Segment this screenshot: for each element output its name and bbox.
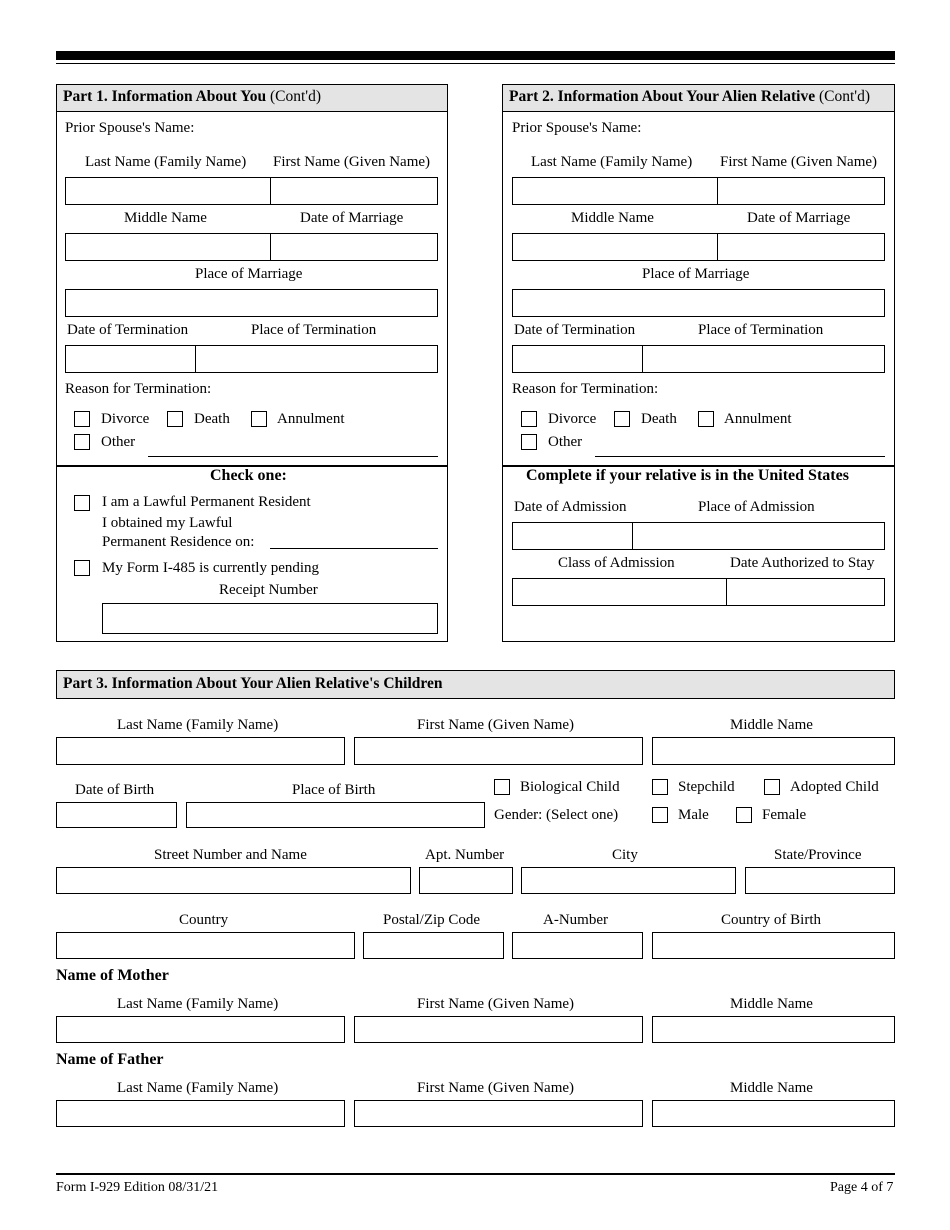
p3-mother-last-label: Last Name (Family Name) <box>117 996 279 1012</box>
p1-lpr-checkbox[interactable] <box>74 495 90 511</box>
p2-place-of-admission-field[interactable] <box>632 522 885 550</box>
p1-place-of-termination-field[interactable] <box>195 345 438 373</box>
p2-date-authorized-field[interactable] <box>726 578 885 606</box>
footer-form-edition: Form I-929 Edition 08/31/21 <box>56 1180 219 1195</box>
p2-prior-spouse-label: Prior Spouse's Name: <box>512 120 642 136</box>
p1-divorce-label: Divorce <box>101 411 150 427</box>
p1-check-one-heading: Check one: <box>210 467 287 484</box>
p2-place-of-marriage-label: Place of Marriage <box>642 266 750 282</box>
p2-date-of-admission-field[interactable] <box>512 522 634 550</box>
p2-middle-name-field[interactable] <box>512 233 719 261</box>
p3-stepchild-checkbox[interactable] <box>652 779 668 795</box>
p1-date-of-marriage-field[interactable] <box>270 233 438 261</box>
p3-first-name-field[interactable] <box>354 737 643 765</box>
p3-adopted-child-label: Adopted Child <box>790 779 879 795</box>
p3-first-name-label: First Name (Given Name) <box>417 717 575 733</box>
p2-date-of-marriage-field[interactable] <box>717 233 885 261</box>
p1-place-of-marriage-field[interactable] <box>65 289 438 317</box>
p3-father-last-field[interactable] <box>56 1100 345 1127</box>
p2-date-of-termination-field[interactable] <box>512 345 644 373</box>
p3-father-first-label: First Name (Given Name) <box>417 1080 575 1096</box>
p2-divorce-checkbox[interactable] <box>521 411 537 427</box>
p1-prior-spouse-label: Prior Spouse's Name: <box>65 120 195 136</box>
p3-last-name-label: Last Name (Family Name) <box>117 717 279 733</box>
p1-other-checkbox[interactable] <box>74 434 90 450</box>
p2-date-of-termination-label: Date of Termination <box>514 322 636 338</box>
p1-place-of-termination-label: Place of Termination <box>251 322 377 338</box>
p2-first-name-label: First Name (Given Name) <box>720 154 878 170</box>
p3-date-of-birth-field[interactable] <box>56 802 177 828</box>
p3-male-checkbox[interactable] <box>652 807 668 823</box>
p3-middle-name-field[interactable] <box>652 737 895 765</box>
p3-middle-name-label: Middle Name <box>730 717 813 733</box>
p3-father-middle-field[interactable] <box>652 1100 895 1127</box>
p2-us-heading: Complete if your relative is in the United States <box>526 467 849 484</box>
p1-place-of-marriage-label: Place of Marriage <box>195 266 303 282</box>
p3-female-checkbox[interactable] <box>736 807 752 823</box>
p2-other-checkbox[interactable] <box>521 434 537 450</box>
p3-city-label: City <box>612 847 638 863</box>
p1-last-name-field[interactable] <box>65 177 272 205</box>
p2-place-of-termination-field[interactable] <box>642 345 885 373</box>
part2-title-suffix: (Cont'd) <box>815 88 871 105</box>
p3-anumber-label: A-Number <box>543 912 608 928</box>
p1-other-input-line[interactable] <box>148 456 438 457</box>
p1-death-checkbox[interactable] <box>167 411 183 427</box>
p2-annulment-checkbox[interactable] <box>698 411 714 427</box>
p3-name-of-mother-heading: Name of Mother <box>56 967 169 984</box>
p1-last-name-label: Last Name (Family Name) <box>85 154 247 170</box>
p1-i485-checkbox[interactable] <box>74 560 90 576</box>
p3-postal-field[interactable] <box>363 932 504 959</box>
p3-biological-child-label: Biological Child <box>520 779 620 795</box>
p3-anumber-field[interactable] <box>512 932 643 959</box>
p3-country-of-birth-field[interactable] <box>652 932 895 959</box>
p3-mother-last-field[interactable] <box>56 1016 345 1043</box>
p3-female-label: Female <box>762 807 807 823</box>
p1-lpr-date-line[interactable] <box>270 548 438 549</box>
p3-mother-first-field[interactable] <box>354 1016 643 1043</box>
part2-header <box>503 85 894 112</box>
p3-father-last-label: Last Name (Family Name) <box>117 1080 279 1096</box>
part2-title: Part 2. Information About Your Alien Relative <box>509 88 816 105</box>
p1-death-label: Death <box>194 411 230 427</box>
part3-title: Part 3. Information About Your Alien Relative's Children <box>63 675 443 692</box>
p3-street-label: Street Number and Name <box>154 847 307 863</box>
p3-date-of-birth-label: Date of Birth <box>75 782 155 798</box>
p2-place-of-marriage-field[interactable] <box>512 289 885 317</box>
p3-country-field[interactable] <box>56 932 355 959</box>
p3-father-first-field[interactable] <box>354 1100 643 1127</box>
p2-other-label: Other <box>548 434 583 450</box>
p1-annulment-label: Annulment <box>277 411 345 427</box>
p1-middle-name-label: Middle Name <box>124 210 207 226</box>
p3-place-of-birth-field[interactable] <box>186 802 485 828</box>
p2-date-authorized-label: Date Authorized to Stay <box>730 555 875 571</box>
p3-mother-middle-label: Middle Name <box>730 996 813 1012</box>
p2-place-of-termination-label: Place of Termination <box>698 322 824 338</box>
p2-annulment-label: Annulment <box>724 411 792 427</box>
p3-street-field[interactable] <box>56 867 411 894</box>
top-rule-thick <box>56 51 895 60</box>
p1-lpr-line1: I am a Lawful Permanent Resident <box>102 494 311 510</box>
p3-apt-label: Apt. Number <box>425 847 505 863</box>
p3-male-label: Male <box>678 807 709 823</box>
p1-i485-label: My Form I-485 is currently pending <box>102 560 320 576</box>
p3-state-label: State/Province <box>774 847 862 863</box>
p3-mother-middle-field[interactable] <box>652 1016 895 1043</box>
p2-last-name-field[interactable] <box>512 177 719 205</box>
p1-reason-label: Reason for Termination: <box>65 381 212 397</box>
part1-header <box>57 85 447 112</box>
p2-reason-label: Reason for Termination: <box>512 381 659 397</box>
p1-receipt-number-field[interactable] <box>102 603 438 634</box>
p3-country-of-birth-label: Country of Birth <box>721 912 821 928</box>
p3-place-of-birth-label: Place of Birth <box>292 782 376 798</box>
p3-country-label: Country <box>179 912 229 928</box>
p2-divorce-label: Divorce <box>548 411 597 427</box>
p2-place-of-admission-label: Place of Admission <box>698 499 815 515</box>
p3-mother-first-label: First Name (Given Name) <box>417 996 575 1012</box>
p2-class-of-admission-field[interactable] <box>512 578 728 606</box>
p3-last-name-field[interactable] <box>56 737 345 765</box>
p1-lpr-line3: Permanent Residence on: <box>102 534 255 550</box>
p1-divorce-checkbox[interactable] <box>74 411 90 427</box>
footer-rule <box>56 1173 895 1175</box>
p1-date-of-termination-field[interactable] <box>65 345 197 373</box>
p2-other-input-line[interactable] <box>595 456 885 457</box>
p1-date-of-termination-label: Date of Termination <box>67 322 189 338</box>
p2-death-checkbox[interactable] <box>614 411 630 427</box>
p3-state-field[interactable] <box>745 867 895 894</box>
p1-middle-name-field[interactable] <box>65 233 272 261</box>
p1-first-name-field[interactable] <box>270 177 438 205</box>
p2-date-of-admission-label: Date of Admission <box>514 499 627 515</box>
p2-last-name-label: Last Name (Family Name) <box>531 154 693 170</box>
p1-annulment-checkbox[interactable] <box>251 411 267 427</box>
p2-first-name-field[interactable] <box>717 177 885 205</box>
top-rule-thin <box>56 63 895 64</box>
part3-header-bar <box>56 670 895 699</box>
p3-adopted-child-checkbox[interactable] <box>764 779 780 795</box>
p3-city-field[interactable] <box>521 867 736 894</box>
p2-death-label: Death <box>641 411 677 427</box>
p3-gender-label: Gender: (Select one) <box>494 807 619 823</box>
p3-postal-label: Postal/Zip Code <box>383 912 481 928</box>
p3-biological-child-checkbox[interactable] <box>494 779 510 795</box>
p1-other-label: Other <box>101 434 136 450</box>
p1-first-name-label: First Name (Given Name) <box>273 154 431 170</box>
p3-stepchild-label: Stepchild <box>678 779 735 795</box>
footer-page-number: Page 4 of 7 <box>830 1180 894 1195</box>
p2-middle-name-label: Middle Name <box>571 210 654 226</box>
p1-lpr-line2: I obtained my Lawful <box>102 515 233 531</box>
p3-apt-field[interactable] <box>419 867 513 894</box>
p2-class-of-admission-label: Class of Admission <box>558 555 675 571</box>
part1-title-suffix: (Cont'd) <box>266 88 321 105</box>
p3-name-of-father-heading: Name of Father <box>56 1051 164 1068</box>
part1-title: Part 1. Information About You <box>63 88 267 105</box>
p2-date-of-marriage-label: Date of Marriage <box>747 210 851 226</box>
p1-date-of-marriage-label: Date of Marriage <box>300 210 404 226</box>
p1-receipt-label: Receipt Number <box>219 582 318 598</box>
p3-father-middle-label: Middle Name <box>730 1080 813 1096</box>
